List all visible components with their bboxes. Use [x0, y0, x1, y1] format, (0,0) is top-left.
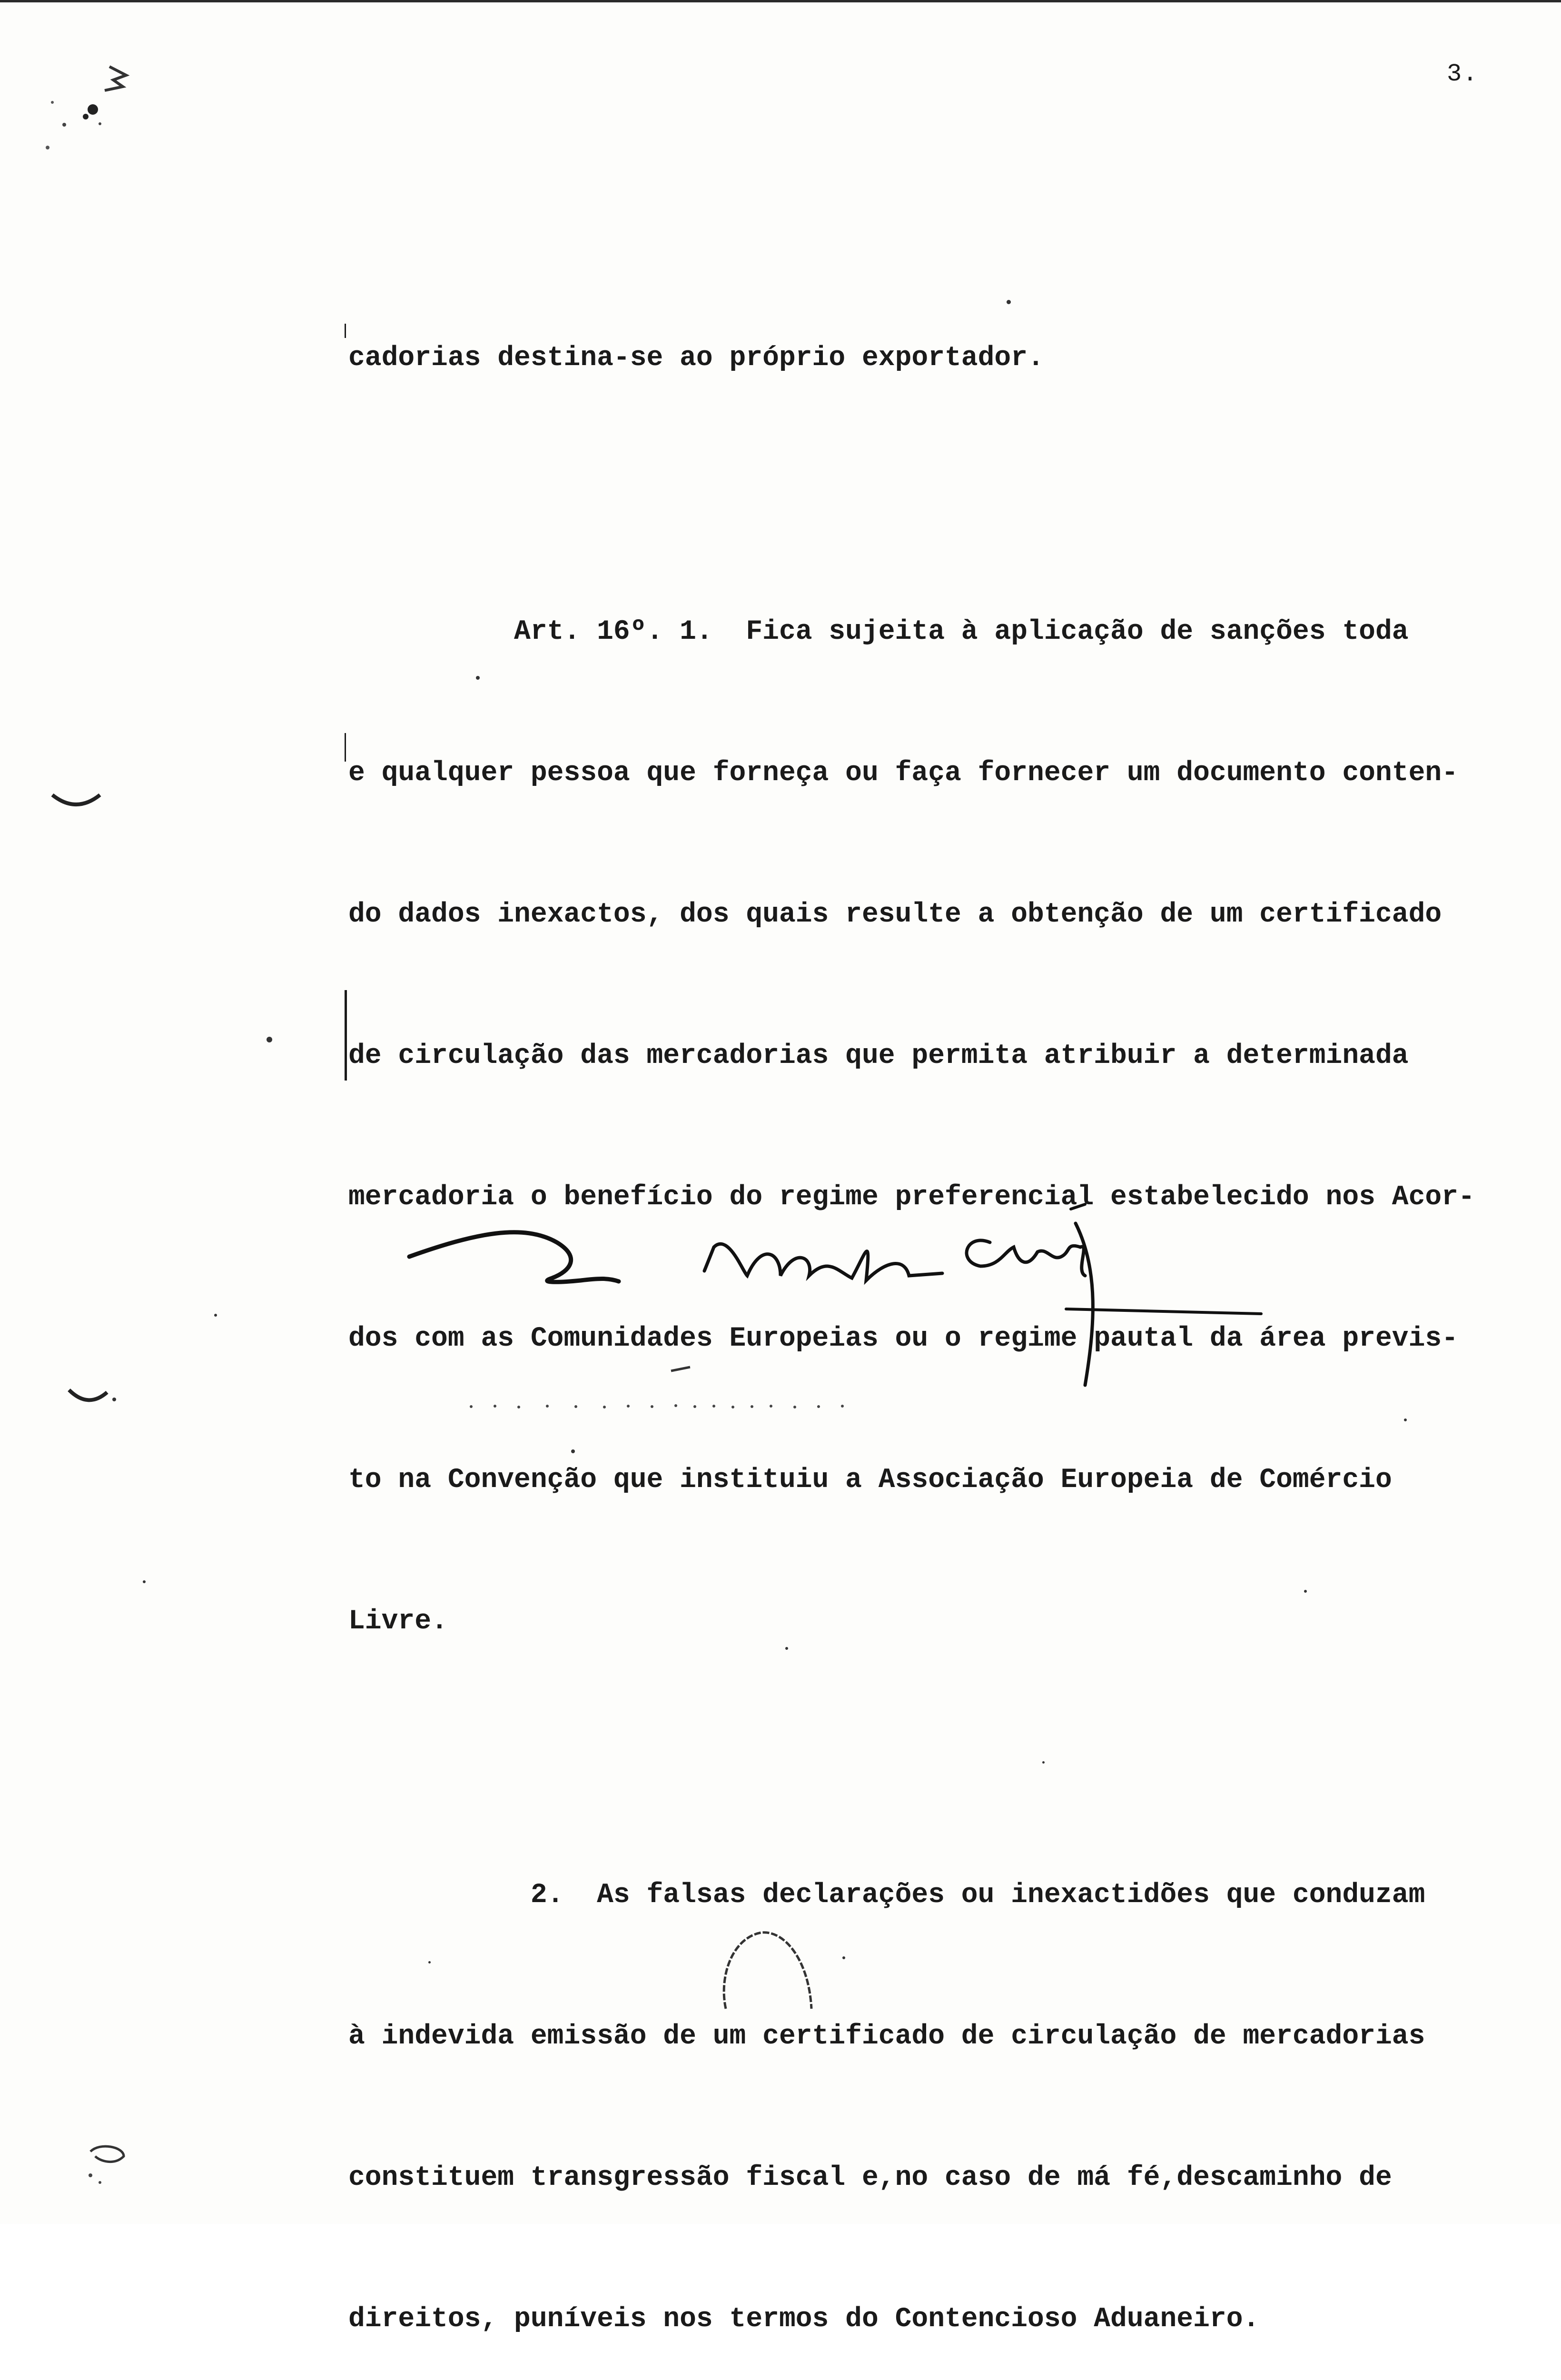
text-line: Livre.: [348, 1606, 448, 1637]
scan-speck: [842, 1956, 845, 1959]
scan-speck: [785, 1647, 788, 1650]
margin-mark: [345, 324, 346, 338]
text-line: cadorias destina-se ao próprio exportador.: [348, 343, 1044, 374]
scan-speck: [476, 676, 480, 680]
text-line: do dados inexactos, dos quais resulte a obtenção de um certificado: [348, 899, 1442, 930]
scan-speck: [428, 1961, 431, 1964]
scan-speck: [214, 1314, 217, 1317]
text-line: 2. As falsas declarações ou inexactidões que conduzam: [348, 1880, 1425, 1911]
text-line: direitos, puníveis nos termos do Contencioso Aduaneiro.: [348, 2304, 1260, 2335]
scan-speck: [267, 1037, 272, 1042]
text-line: e qualquer pessoa que forneça ou faça fornecer um documento conten-: [348, 758, 1458, 789]
scan-speck: [143, 1580, 146, 1583]
text-line: constituem transgressão fiscal e,no caso de má fé,descaminho de: [348, 2162, 1392, 2193]
page-top-edge: [0, 0, 1561, 2]
text-line: Art. 16º. 1. Fica sujeita à aplicação de sanções toda: [348, 616, 1409, 647]
paragraph-gap: [348, 476, 1538, 514]
text-line: à indevida emissão de um certificado de circulação de mercadorias: [348, 2021, 1425, 2052]
handwritten-signature: [400, 1176, 1285, 1399]
punch-hole-mark: [48, 785, 105, 823]
text-line: mercadoria o benefício do regime preferencial estabelecido nos Acor-: [348, 1182, 1475, 1213]
paragraph-gap: [348, 1739, 1538, 1777]
scan-speck: [1304, 1590, 1307, 1593]
text-line: to na Convenção que instituiu a Associação Europeia de Comércio: [348, 1465, 1392, 1496]
scan-dots: [466, 1399, 857, 1414]
text-line: de circulação das mercadorias que permita atribuir a determinada: [348, 1041, 1409, 1071]
stamp-ring-mark: [714, 1918, 828, 2013]
scan-speck: [571, 1449, 575, 1453]
page-number: 3.: [1447, 60, 1479, 88]
scan-speck: [1404, 1418, 1407, 1421]
scan-smudge-bottom-left: [71, 2137, 138, 2190]
scan-speck: [1042, 1761, 1045, 1764]
scan-speck: [1007, 300, 1011, 304]
scan-smudge-top-left: [38, 57, 143, 167]
punch-hole-mark: [62, 1380, 119, 1418]
margin-mark: [345, 990, 347, 1081]
margin-mark: [345, 733, 346, 762]
text-line: dos com as Comunidades Europeias ou o regime pautal da área previs-: [348, 1323, 1458, 1354]
